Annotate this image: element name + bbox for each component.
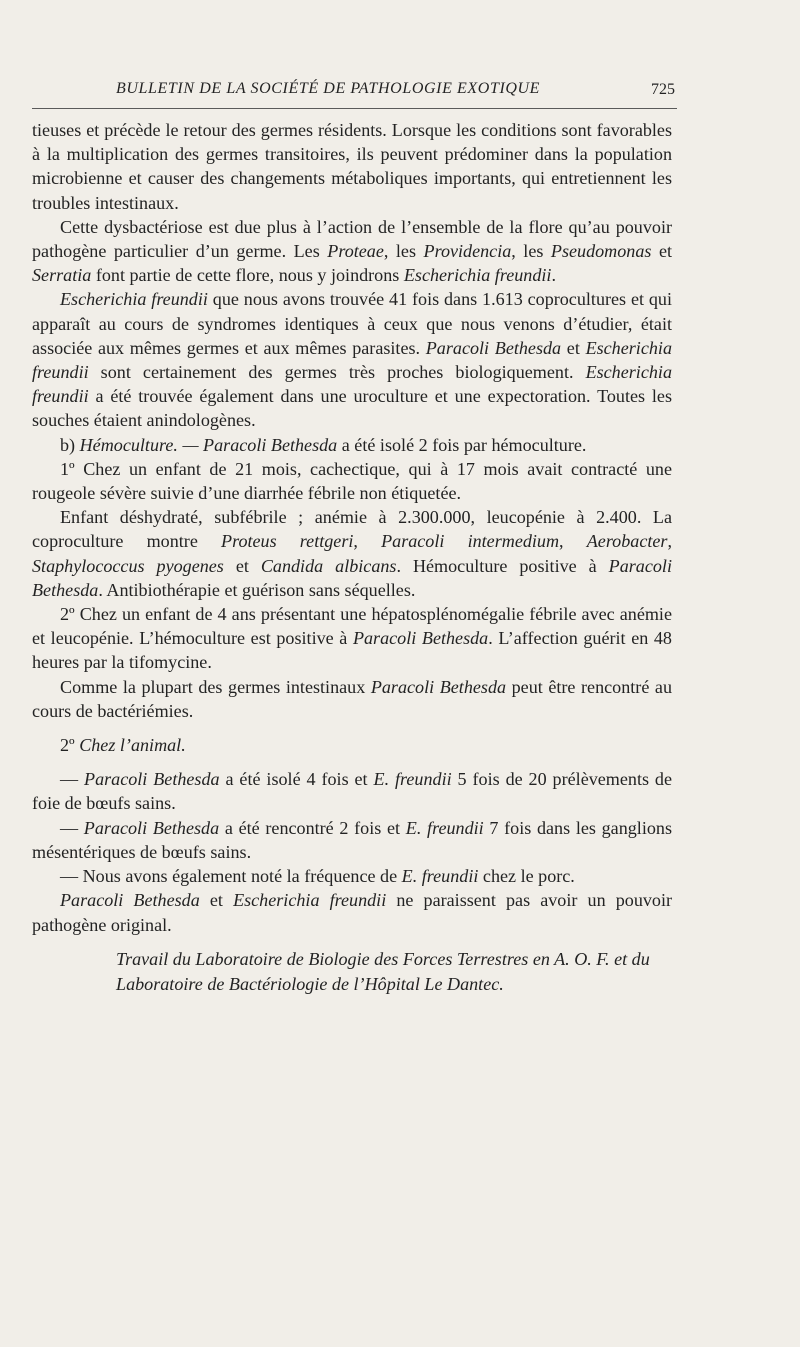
affiliation-credit: Travail du Laboratoire de Biologie des Forces Terrestres en A. O. F. et du Laboratoire de Bactériologie de l’Hôpital Le Dantec. — [116, 948, 650, 994]
text-run: . Antibiothérapie et guérison sans séquelles. — [98, 579, 416, 600]
paragraph-7 — [32, 602, 672, 675]
text-run: b) — [60, 434, 80, 455]
text-run: et — [199, 890, 234, 911]
text-run: ne paraissent pas avoir un pouvoir pathogène original. — [32, 890, 673, 935]
paragraph-9 — [32, 733, 672, 757]
text-run: 1º Chez un enfant de 21 mois, cachectique, qui à 17 mois avait contracté une rougeole sévère suivie d’une diarrhée fébrile non étiquetée. — [32, 458, 672, 504]
taxon-name: Serratia — [32, 265, 92, 286]
paragraph-13 — [32, 888, 672, 936]
paragraph-11 — [32, 816, 672, 864]
text-run: a été isolé 2 fois par hémoculture. — [337, 434, 587, 455]
text-run: et — [651, 241, 673, 262]
taxon-name: Paracoli Bethesda — [370, 676, 507, 697]
taxon-name: Escherichia freundii — [60, 289, 208, 310]
taxon-name: Paracoli intermedium — [381, 531, 560, 552]
taxon-name: Proteus rettgeri — [221, 531, 354, 552]
text-run: font partie de cette flore, nous y joindrons — [91, 265, 404, 286]
text-run: , — [559, 531, 587, 552]
text-run: 2º Chez un enfant de 4 ans présentant une hépatosplénomégalie fébrile avec anémie et leucopénie. L’hémoculture est positive à — [32, 604, 672, 649]
taxon-name: Providencia — [423, 241, 512, 262]
taxon-name: E. freundii — [373, 769, 452, 790]
paragraph-3 — [32, 287, 672, 432]
paragraph-6 — [32, 505, 672, 602]
text-run: 2º — [60, 735, 80, 756]
taxon-name: Paracoli Bethesda — [60, 890, 200, 911]
text-run: 7 fois dans les ganglions mésentériques de bœufs sains. — [32, 817, 672, 862]
text-run: sont certainement des germes très proches biologiquement. — [88, 362, 586, 383]
text-run: et — [561, 337, 586, 358]
section-heading: Chez l’animal. — [79, 735, 186, 756]
paragraph-1 — [32, 118, 672, 215]
taxon-name: E. freundii — [405, 817, 484, 838]
taxon-name: Paracoli Bethesda — [425, 337, 562, 358]
taxon-name: Staphylococcus pyogenes — [32, 555, 224, 576]
taxon-name: Aerobacter — [586, 531, 668, 552]
paragraph-8 — [32, 675, 672, 723]
text-run: . — [551, 265, 556, 286]
body-text — [32, 118, 672, 997]
text-run: et — [223, 555, 261, 576]
paragraph-2 — [32, 215, 672, 288]
taxon-name: Paracoli Bethesda — [84, 769, 220, 790]
taxon-name: Escherichia freundii — [32, 337, 672, 383]
text-run: Cette dysbactériose est due plus à l’action de l’ensemble de la flore qu’au pouvoir pathogène particulier d’un germe. Les — [32, 216, 672, 262]
text-run: . Hémoculture positive à — [396, 555, 609, 576]
page-header — [32, 76, 677, 109]
text-run: tieuses et précède le retour des germes résidents. Lorsque les conditions sont favorables à la multiplication des germes transitoires, ils peuvent prédominer dans la population microbienne et causer des changements métaboliques importants, qui entretiennent les troubles intestinaux. — [32, 120, 672, 213]
text-run: a été rencontré 2 fois et — [219, 817, 406, 838]
text-run: , — [353, 531, 382, 552]
taxon-name: Paracoli Bethesda — [83, 817, 220, 838]
text-run: peut être rencontré au cours de bactériémies. — [32, 676, 672, 721]
page-number: 725 — [651, 81, 675, 98]
text-run: — — [60, 817, 84, 838]
text-run: chez le porc. — [478, 866, 575, 887]
taxon-name: Candida albicans — [260, 555, 397, 576]
text-run: — — [60, 769, 85, 790]
text-run: , les — [511, 241, 551, 262]
taxon-name: Escherichia freundii — [403, 265, 552, 286]
paragraph-10 — [32, 767, 672, 815]
paragraph-5 — [32, 457, 672, 505]
paragraph-12 — [32, 864, 672, 888]
taxon-name: Escherichia freundii — [32, 362, 672, 407]
running-title: BULLETIN DE LA SOCIÉTÉ DE PATHOLOGIE EXOTIQUE — [116, 80, 541, 97]
text-run: — Nous avons également noté la fréquence de — [60, 866, 402, 887]
text-run: , — [667, 531, 672, 552]
text-run: 5 fois de 20 prélèvements de foie de bœufs sains. — [32, 769, 673, 814]
taxon-name: Paracoli Bethesda — [32, 555, 672, 600]
taxon-name: Paracoli Bethesda — [352, 628, 489, 649]
taxon-name: Proteae — [327, 241, 384, 262]
text-run: , les — [383, 241, 424, 262]
text-run: Enfant déshydraté, subfébrile ; anémie à 2.300.000, leucopénie à 2.400. La coproculture montre — [32, 507, 672, 552]
taxon-name: Pseudomonas — [550, 241, 652, 262]
section-heading: Hémoculture. — Paracoli Bethesda — [79, 434, 338, 455]
text-run: que nous avons trouvée 41 fois dans 1.613 coprocultures et qui apparaît au cours de syndromes identiques à ceux que nous venons d’étudier, était associée aux mêmes germes et aux mêmes parasites. — [32, 289, 672, 358]
text-run: . L’affection guérit en 48 heures par la tifomycine. — [32, 628, 672, 673]
paragraph-4 — [32, 433, 672, 457]
text-run: Comme la plupart des germes intestinaux — [60, 676, 371, 697]
taxon-name: E. freundii — [401, 866, 479, 887]
taxon-name: Escherichia freundii — [233, 890, 387, 911]
text-run: a été trouvée également dans une uroculture et une expectoration. Toutes les souches étaient anindologènes. — [32, 386, 672, 431]
text-run: a été isolé 4 fois et — [219, 769, 374, 790]
